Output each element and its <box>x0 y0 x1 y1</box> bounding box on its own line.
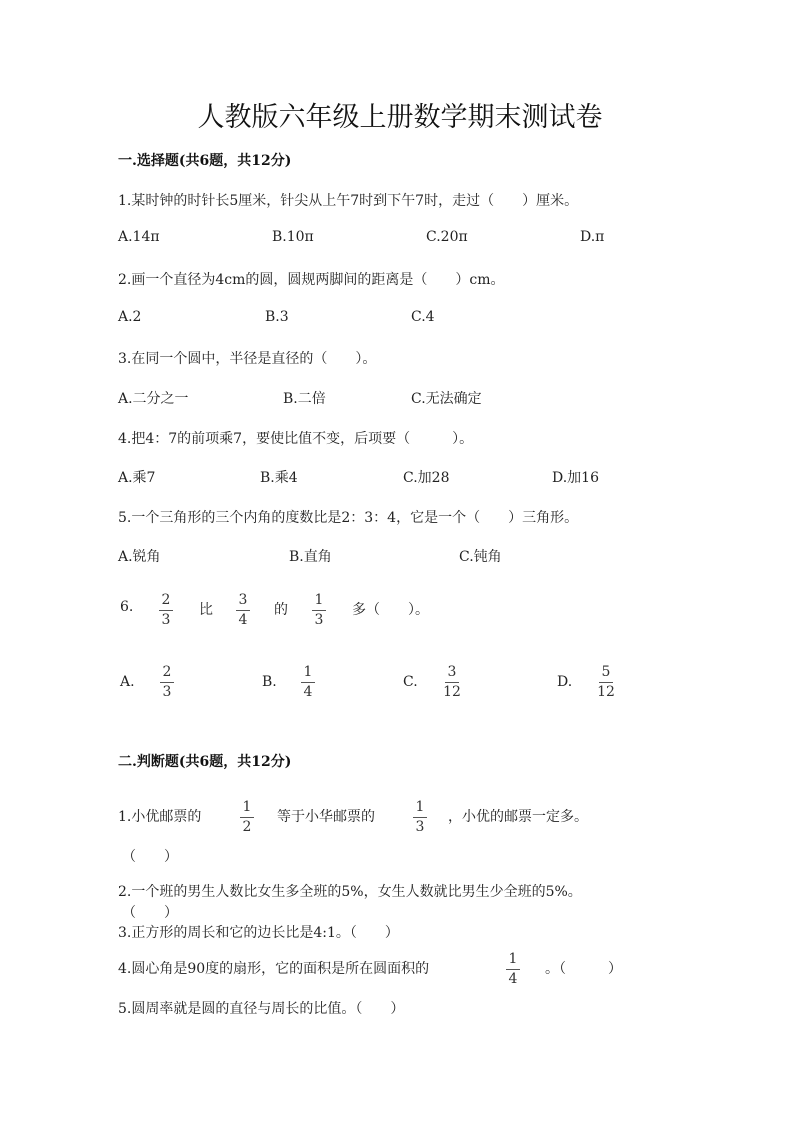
page-title: 人教版六年级上册数学期末测试卷 <box>197 102 603 133</box>
question-1-6-word-de: 的 <box>274 602 288 618</box>
option-1-1-d: D.π <box>580 229 605 245</box>
option-1-3-b: B.二倍 <box>283 391 326 407</box>
option-1-4-b: B.乘4 <box>260 470 298 486</box>
judgement-4-fraction: 1 4 <box>501 951 525 988</box>
judgement-1-blank: （ ） <box>122 849 178 865</box>
judgement-4-part1: 4.圆心角是90度的扇形，它的面积是所在圆面积的 <box>118 961 430 977</box>
option-1-6-d-fraction: 5 12 <box>597 664 615 700</box>
judgement-4-part2: 。（ ） <box>545 961 622 977</box>
question-1-6-fraction-3: 1 3 <box>307 592 331 629</box>
judgement-2: 2.一个班的男生人数比女生多全班的5%，女生人数就比男生少全班的5%。 <box>118 884 582 900</box>
option-1-4-a: A.乘7 <box>118 470 156 486</box>
option-1-1-a: A.14π <box>118 229 160 245</box>
option-1-2-a: A.2 <box>118 309 142 325</box>
option-1-5-a: A.锐角 <box>118 549 161 565</box>
question-1-6-word-bi: 比 <box>199 602 213 618</box>
option-1-5-c: C.钝角 <box>459 549 502 565</box>
option-1-1-b: B.10π <box>272 229 314 245</box>
section-heading-choice: 一.选择题(共6题，共12分) <box>118 153 292 169</box>
option-1-6-b-letter: B. <box>262 674 277 690</box>
question-1-6-fraction-1: 2 3 <box>154 592 178 629</box>
option-1-6-a-fraction: 2 3 <box>155 664 179 701</box>
question-1-6-tail: 多（ ）。 <box>352 602 429 618</box>
option-1-3-a: A.二分之一 <box>118 391 189 407</box>
question-1-2: 2.画一个直径为4cm的圆，圆规两脚间的距离是（ ）cm。 <box>118 272 505 288</box>
judgement-1-fraction-1: 1 2 <box>235 799 259 836</box>
option-1-4-d: D.加16 <box>552 470 599 486</box>
judgement-1-part1: 1.小优邮票的 <box>118 809 202 825</box>
judgement-1-fraction-2: 1 3 <box>408 799 432 836</box>
option-1-6-d-letter: D. <box>557 674 573 690</box>
option-1-6-b-fraction: 1 4 <box>296 664 320 701</box>
judgement-2-blank: （ ） <box>122 905 178 921</box>
question-1-6-fraction-2: 3 4 <box>231 592 255 629</box>
section-heading-judgement: 二.判断题(共6题，共12分) <box>118 754 292 770</box>
question-1-4: 4.把4：7的前项乘7，要使比值不变，后项要（ ）。 <box>118 431 474 447</box>
judgement-3: 3.正方形的周长和它的边长比是4:1。（ ） <box>118 925 399 941</box>
question-1-6-number: 6. <box>120 599 134 615</box>
option-1-2-c: C.4 <box>411 309 435 325</box>
question-1-5: 5.一个三角形的三个内角的度数比是2：3：4，它是一个（ ）三角形。 <box>118 510 579 526</box>
option-1-2-b: B.3 <box>265 309 289 325</box>
judgement-1-part3: ，小优的邮票一定多。 <box>448 809 588 825</box>
option-1-1-c: C.20π <box>426 229 468 245</box>
option-1-3-c: C.无法确定 <box>411 391 482 407</box>
option-1-4-c: C.加28 <box>403 470 450 486</box>
option-1-6-c-fraction: 3 12 <box>443 664 461 700</box>
question-1-1: 1.某时钟的时针长5厘米，针尖从上午7时到下午7时，走过（ ）厘米。 <box>118 193 579 209</box>
question-1-3: 3.在同一个圆中，半径是直径的（ ）。 <box>118 351 377 367</box>
option-1-6-a-letter: A. <box>120 674 135 690</box>
judgement-5: 5.圆周率就是圆的直径与周长的比值。（ ） <box>118 1001 405 1017</box>
option-1-5-b: B.直角 <box>289 549 332 565</box>
option-1-6-c-letter: C. <box>403 674 418 690</box>
judgement-1-part2: 等于小华邮票的 <box>277 809 375 825</box>
